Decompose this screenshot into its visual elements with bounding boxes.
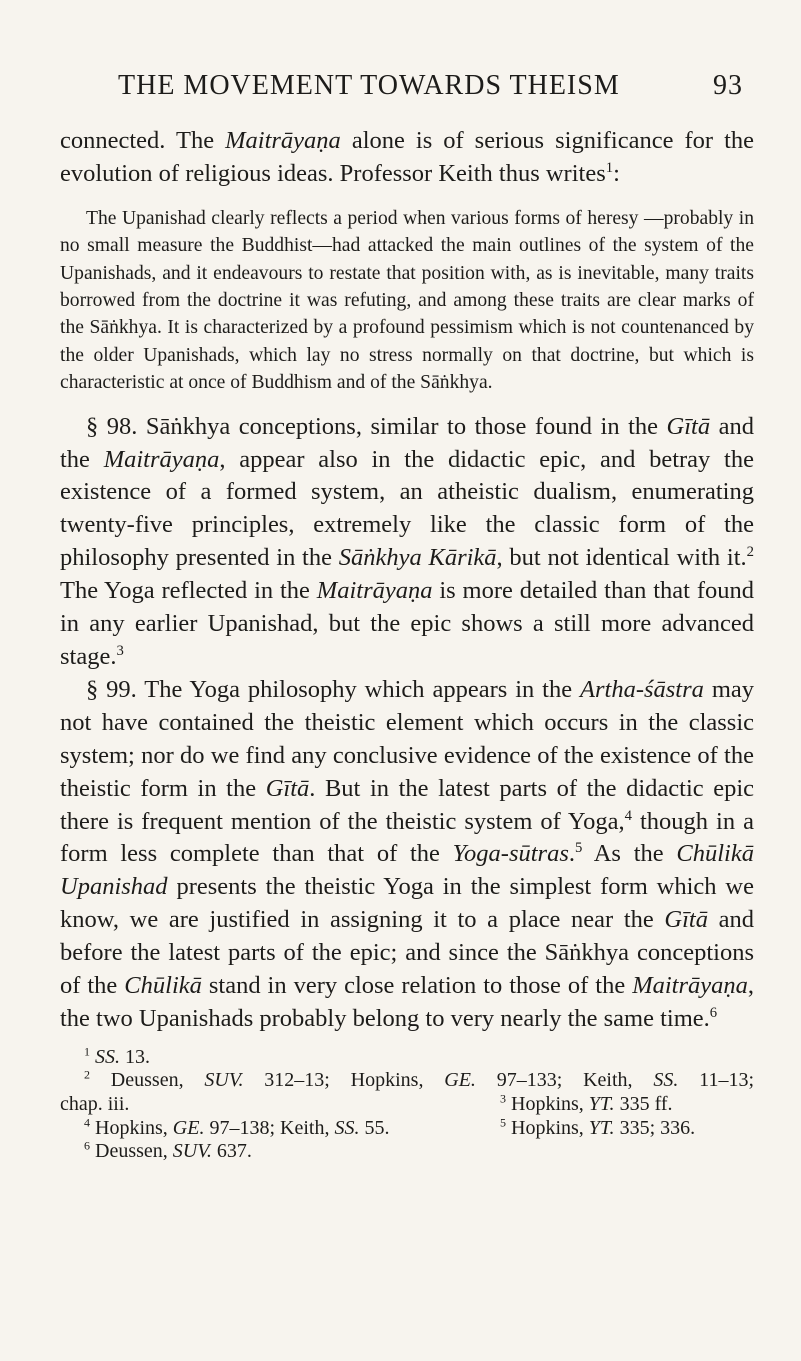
footnotes (60, 1046, 754, 1164)
footnote-ref-4: 4 (624, 807, 632, 824)
section-98-paragraph: § 98. Sāṅkhya conceptions, similar to those found in the Gītā and the Maitrāyaṇa, appear also in the didactic epic, and betray the existence of a formed system, an atheistic dualism, enumerating twenty-five principles, extremely like the classic form of the philosophy presented in the Sāṅkhya Kārikā, but not identical with it.$^2$ The Yoga reflected in the Maitrāyaṇa is more detailed than that found in any earlier Upanishad, but the epic shows a still more advanced stage.$^3$ (60, 412, 755, 670)
footnote-1: $^1$ SS. 13. (84, 1044, 150, 1068)
footnote-2-cont-and-3: chap. iii. $^3$ Hopkins, YT. 335 ff. (60, 1091, 673, 1116)
page-number: 93 (713, 70, 743, 101)
block-quote: The Upanishad clearly reflects a period when various forms of heresy —probably in no small measure the Buddhist—had attacked the main outlines of the system of the Upanishads, and it endeavours to restate that position with, as is inevitable, many traits borrowed from the doctrine it was refuting, and among these traits are clear marks of the Sāṅkhya. It is characterized by a profound pessimism which is not countenanced by the older Upanishads, which lay no stress normally on that doctrine, but which is characteristic at once of Buddhism and of the Sāṅkhya. (60, 207, 754, 394)
footnote-ref-2: 2 (746, 544, 754, 561)
footnote-3: 3 (500, 1091, 506, 1106)
footnote-6: $^6$ Deussen, SUV. 637. (84, 1138, 252, 1163)
running-head-title: THE MOVEMENT TOWARDS THEISM (118, 70, 620, 101)
footnote-ref-5: 5 (575, 840, 583, 857)
footnote-ref-6: 6 (709, 1004, 718, 1021)
footnote-ref-1: 1 (605, 159, 614, 176)
footnote-5: 5 (500, 1115, 506, 1129)
footnote-4-and-5: $^4$ Hopkins, GE. 97–138; Keith, SS. 55. $^5$ Hopkins, YT. 335; 336. (84, 1115, 696, 1139)
page-body (60, 125, 754, 1164)
footnote-4: 4 (84, 1115, 90, 1129)
section-99-paragraph: § 99. The Yoga philosophy which appears in the Artha-śāstra may not have contained the theistic element which occurs in the classic system; nor do we find any conclusive evidence of the existence of the theistic form in the Gītā. But in the latest parts of the didactic epic there is frequent mention of the theistic system of Yoga,$^4$ though in a form less complete than that of the Yoga-sūtras.$^5$ As the Chūlikā Upanishad presents the theistic Yoga in the simplest form which we know, we are justified in assigning it to a place near the Gītā and before the latest parts of the epic; and since the Sāṅkhya conceptions of the Chūlikā stand in very close relation to those of the Maitrāyaṇa, the two Upanishads probably belong to very nearly the same time.$^6$ (60, 675, 755, 1032)
footnote-2: $^2$ Deussen, SUV. 312–13; Hopkins, GE. 97–133; Keith, SS. 11–13; (84, 1067, 755, 1092)
footnote-ref-3: 3 (116, 642, 124, 659)
intro-paragraph: connected. The Maitrāyaṇa alone is of serious significance for the evolution of religious ideas. Professor Keith thus writes$^1$: (60, 127, 755, 187)
